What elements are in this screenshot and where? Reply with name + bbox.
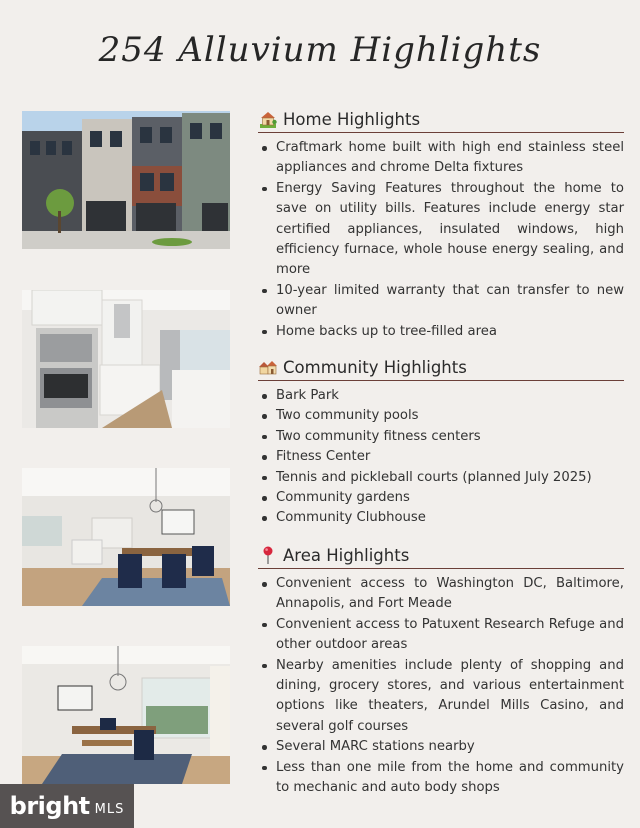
area-highlights-heading: Area Highlights [283, 545, 410, 565]
list-item: Two community pools [258, 406, 624, 426]
bright-mls-logo [0, 784, 134, 828]
community-highlights-heading: Community Highlights [283, 357, 467, 377]
houses-icon [258, 357, 278, 377]
community-highlights-header [258, 357, 624, 381]
home-highlights-header [258, 109, 624, 133]
list-item: Nearby amenities include plenty of shopping and dining, grocery stores, and various entertainment options like theaters, Arundel Mills Casino, and several golf courses [258, 656, 624, 738]
list-item: Energy Saving Features throughout the home to save on utility bills. Features include energy star certified appliances, insulated windows, high efficiency furnace, whole house energy sealing, and more [258, 179, 624, 281]
home-highlights-list [258, 138, 624, 342]
list-item: Two community fitness centers [258, 427, 624, 447]
list-item: Several MARC stations nearby [258, 737, 624, 757]
community-highlights-list [258, 386, 624, 529]
home-highlights-heading: Home Highlights [283, 109, 421, 129]
list-item: Craftmark home built with high end stainless steel appliances and chrome Delta fixtures [258, 138, 624, 179]
list-item: Less than one mile from the home and community to mechanic and auto body shops [258, 758, 624, 799]
list-item: Convenient access to Washington DC, Baltimore, Annapolis, and Fort Meade [258, 574, 624, 615]
house-with-garden-icon [258, 109, 278, 129]
page-title: 254 Alluvium Highlights [98, 30, 542, 70]
exterior-photo [22, 111, 230, 249]
logo-suffix: MLS [94, 801, 125, 817]
list-item: Convenient access to Patuxent Research Refuge and other outdoor areas [258, 615, 624, 656]
area-highlights-header [258, 545, 624, 569]
community-highlights-section [258, 357, 624, 529]
home-highlights-section [258, 109, 624, 342]
list-item: Tennis and pickleball courts (planned July 2025) [258, 468, 624, 488]
map-pin-icon [258, 545, 278, 565]
list-item: Community gardens [258, 488, 624, 508]
kitchen-photo [22, 290, 230, 428]
area-highlights-section [258, 545, 624, 798]
area-highlights-list [258, 574, 624, 798]
dining-living-photo [22, 468, 230, 606]
dining-room-photo [22, 646, 230, 784]
list-item: Home backs up to tree-filled area [258, 322, 624, 342]
list-item: 10-year limited warranty that can transfer to new owner [258, 281, 624, 322]
list-item: Community Clubhouse [258, 508, 624, 528]
logo-wordmark: bright [9, 792, 90, 820]
list-item: Bark Park [258, 386, 624, 406]
list-item: Fitness Center [258, 447, 624, 467]
